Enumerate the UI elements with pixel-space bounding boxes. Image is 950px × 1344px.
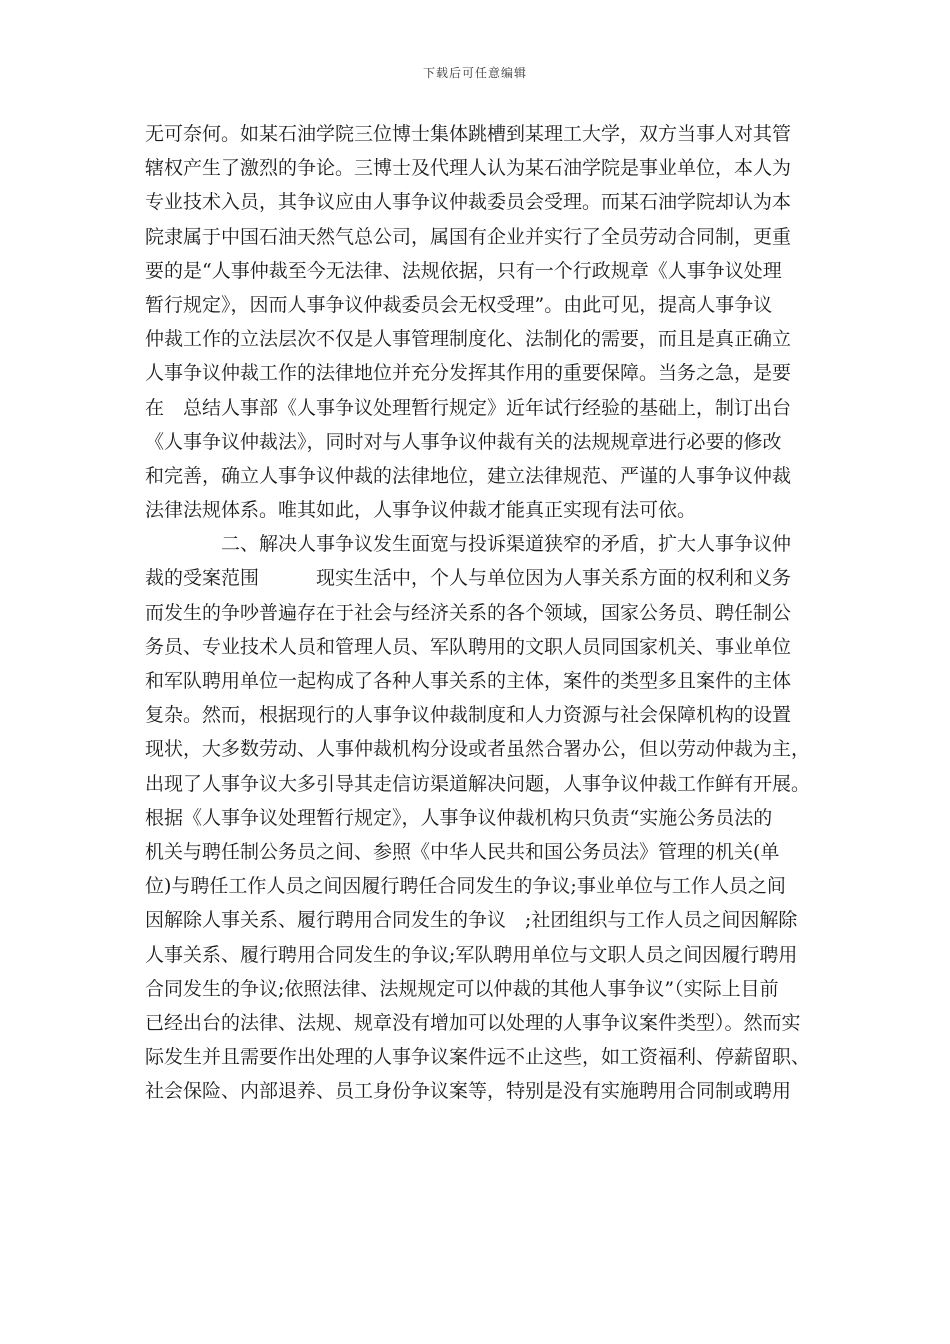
text-line: 《人事争议仲裁法》，同时对与人事争议仲裁有关的法规规章进行必要的修改 [145,430,782,453]
text-line: 法律法规体系。唯其如此，人事争议仲裁才能真正实现有法可依。 [145,499,697,522]
text-line: 复杂。然而，根据现行的人事争议仲裁制度和人力资源与社会保障机构的设置 [145,704,792,727]
text-line: 社会保险、内部退养、员工身份争议案等，特别是没有实施聘用合同制或聘用 [145,1080,792,1103]
text-line: 和军队聘用单位一起构成了各种人事关系的主体，案件的类型多且案件的主体 [145,670,792,692]
text-line: 专业技术入员，其争议应由人事争议仲裁委员会受理。而某石油学院却认为本 [145,191,792,214]
text-line: 辖权产生了激烈的争论。三博士及代理人认为某石油学院是事业单位，本人为 [145,157,792,180]
text-line: 在 总结人事部《人事争议处理暂行规定》近年试行经验的基础上，制订出台 [145,396,792,419]
text-line: 已经出台的法律、法规、规章没有增加可以处理的人事争议案件类型）。然而实 [145,1011,801,1034]
text-line: 院隶属于中国石油天然气总公司，属国有企业并实行了全员劳动合同制，更重 [145,225,792,248]
text-line: 合同发生的争议;依照法律、法规规定可以仲裁的其他人事争议”（实际上目前 [145,977,779,1000]
text-line: 根据《人事争议处理暂行规定》，人事争议仲裁机构只负责“实施公务员法的 [145,806,773,829]
text-line: 出现了人事争议大多引导其走信访渠道解决问题，人事争议仲裁工作鲜有开展。 [145,772,811,795]
page-header: 下载后可任意编辑 [422,66,527,80]
text-line: 暂行规定》，因而人事争议仲裁委员会无权受理”。由此可见，提高人事争议 [145,293,773,316]
text-line: 和完善，确立人事争议仲裁的法律地位，建立法律规范、严谨的人事争议仲裁 [145,464,792,487]
document-body [145,117,815,1108]
text-line: 无可奈何。如某石油学院三位博士集体跳槽到某理工大学，双方当事人对其管 [145,123,792,145]
text-line: 而发生的争吵普遍存在于社会与经济关系的各个领域，国家公务员、聘任制公 [145,601,792,624]
text-line: 际发生并且需要作出处理的人事争议案件远不止这些，如工资福利、停薪留职、 [145,1046,811,1069]
text-line: 因解除人事关系、履行聘用合同发生的争议 ;社团组织与工作人员之间因解除 [145,909,798,932]
text-line: 要的是“人事仲裁至今无法律、法规依据，只有一个行政规章《人事争议处理 [145,259,782,282]
text-line: 裁的受案范围 现实生活中，个人与单位因为人事关系方面的权利和义务 [145,567,792,590]
text-line: 位)与聘任工作人员之间因履行聘任合同发生的争议;事业单位与工作人员之间 [145,875,786,898]
text-line: 务员、专业技术人员和管理人员、军队聘用的文职人员同国家机关、事业单位 [145,635,792,658]
text-line: 现状，大多数劳动、人事仲裁机构分设或者虽然合署办公，但以劳动仲裁为主， [145,738,811,761]
text-line: 人事争议仲裁工作的法律地位并充分发挥其作用的重要保障。当务之急，是要 [145,362,792,385]
text-line: 人事关系、履行聘用合同发生的争议;军队聘用单位与文职人员之间因履行聘用 [145,943,798,966]
text-line: 机关与聘任制公务员之间、参照《中华人民共和国公务员法》管理的机关(单 [145,840,780,863]
text-line: 二、解决人事争议发生面宽与投诉渠道狭窄的矛盾，扩大人事争议仲 [221,533,792,556]
text-line: 仲裁工作的立法层次不仅是人事管理制度化、法制化的需要，而且是真正确立 [145,328,792,351]
